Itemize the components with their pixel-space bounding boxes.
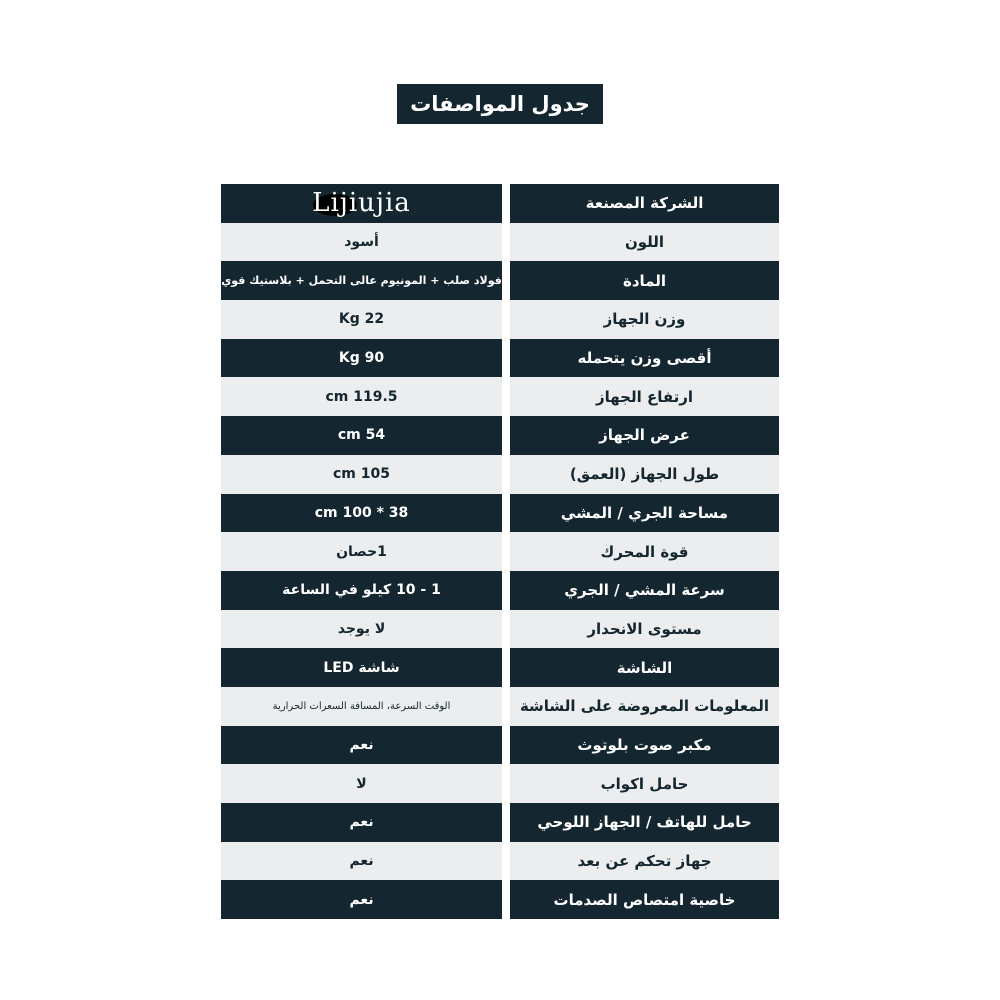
spec-value: الوقت السرعة، المسافة السعرات الحرارية [221,687,502,726]
table-row [221,455,779,494]
spec-label: اللون [510,223,779,262]
table-row [221,571,779,610]
spec-label: جهاز تحكم عن بعد [510,842,779,881]
spec-value: نعم [221,880,502,919]
spec-value: 54 cm [221,416,502,455]
table-row [221,261,779,300]
spec-value: 38 * 100 cm [221,494,502,533]
page-title: جدول المواصفات [397,84,603,124]
spec-label: عرض الجهاز [510,416,779,455]
brand-logo-cell [221,184,502,223]
spec-label: قوة المحرك [510,532,779,571]
spec-value: 119.5 cm [221,377,502,416]
spec-table [221,184,779,919]
table-row [221,803,779,842]
spec-label: مساحة الجري / المشي [510,494,779,533]
spec-label: حامل للهاتف / الجهاز اللوحي [510,803,779,842]
spec-label: الشاشة [510,648,779,687]
spec-value: نعم [221,842,502,881]
table-row [221,532,779,571]
spec-label: طول الجهاز (العمق) [510,455,779,494]
spec-value: لا [221,764,502,803]
spec-value: شاشة LED [221,648,502,687]
spec-value: نعم [221,803,502,842]
table-row [221,764,779,803]
table-row [221,880,779,919]
spec-label: الشركة المصنعة [510,184,779,223]
spec-label: المادة [510,261,779,300]
table-row [221,184,779,223]
table-row [221,416,779,455]
spec-value: 90 Kg [221,339,502,378]
table-row [221,687,779,726]
spec-value: 105 cm [221,455,502,494]
spec-label: خاصية امتصاص الصدمات [510,880,779,919]
spec-label: وزن الجهاز [510,300,779,339]
table-row [221,648,779,687]
spec-value: أسود [221,223,502,262]
spec-value: فولاد صلب + المونيوم عالى التحمل + بلاستيك قوي [221,261,502,300]
table-row [221,726,779,765]
spec-label: حامل اكواب [510,764,779,803]
table-row [221,610,779,649]
spec-value: 1حصان [221,532,502,571]
spec-label: المعلومات المعروضة على الشاشة [510,687,779,726]
table-row [221,223,779,262]
table-row [221,339,779,378]
spec-value: نعم [221,726,502,765]
spec-label: ارتفاع الجهاز [510,377,779,416]
spec-label: مستوى الانحدار [510,610,779,649]
spec-label: أقصى وزن يتحمله [510,339,779,378]
brand-logo-text: Lijiujia [312,188,411,219]
table-row [221,377,779,416]
table-row [221,300,779,339]
spec-label: سرعة المشي / الجري [510,571,779,610]
spec-value: 22 Kg [221,300,502,339]
spec-label: مكبر صوت بلوتوث [510,726,779,765]
spec-value: 1 - 10 كيلو في الساعة [221,571,502,610]
table-row [221,494,779,533]
table-row [221,842,779,881]
spec-value: لا يوجد [221,610,502,649]
